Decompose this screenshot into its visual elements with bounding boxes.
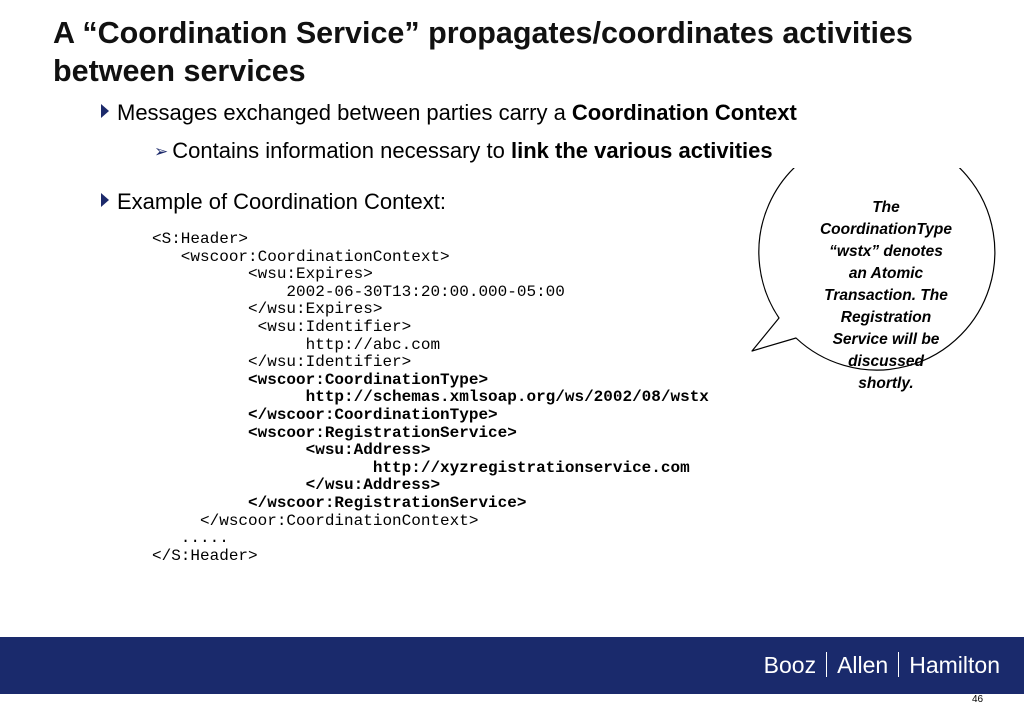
triangle-bullet-icon [101, 104, 109, 118]
code-line: </wsu:Expires> [152, 300, 383, 319]
code-line: http://abc.com [152, 335, 441, 354]
code-line: <wscoor:CoordinationContext> [152, 247, 450, 266]
code-line: </wscoor:CoordinationContext> [152, 511, 479, 530]
triangle-bullet-icon [101, 193, 109, 207]
arrow-bullet-icon: ➢ [154, 142, 169, 161]
logo-separator [826, 652, 827, 677]
page-number: 46 [972, 694, 984, 705]
code-line: <wscoor:CoordinationType> [152, 370, 489, 389]
code-example [152, 231, 709, 565]
logo-word-hamilton: Hamilton [909, 652, 1000, 678]
slide-title: A “Coordination Service” propagates/coordinates activities between services [53, 16, 913, 88]
company-logo [764, 651, 1000, 679]
subbullet-contains [154, 137, 773, 166]
code-line: </wscoor:CoordinationType> [152, 405, 498, 424]
code-line: <wsu:Expires> [152, 265, 373, 284]
code-line: </wsu:Identifier> [152, 353, 412, 372]
code-line: </S:Header> [152, 546, 258, 565]
code-line: </wscoor:RegistrationService> [152, 493, 527, 512]
subbullet-contains-text: Contains information necessary to [172, 138, 511, 163]
code-line: http://xyzregistrationservice.com [152, 458, 690, 477]
callout-text: The CoordinationType “wstx” denotes an Atomic Transaction. The Registration Service will be discussed shortly. [819, 199, 953, 392]
bullet-messages-text: Messages exchanged between parties carry a [117, 100, 572, 125]
code-line: http://schemas.xmlsoap.org/ws/2002/08/wstx [152, 388, 709, 407]
code-line: <wsu:Identifier> [152, 317, 412, 336]
code-line: <S:Header> [152, 230, 249, 248]
code-line: <wsu:Address> [152, 441, 431, 460]
bullet-example-text: Example of Coordination Context: [117, 189, 446, 214]
code-line: </wsu:Address> [152, 476, 441, 495]
bullet-example [101, 188, 446, 216]
bullet-messages [101, 99, 797, 127]
logo-word-booz: Booz [763, 652, 817, 678]
code-line: ..... [152, 529, 229, 548]
footer-bar [0, 637, 1024, 694]
bullet-messages-bold: Coordination Context [571, 100, 797, 125]
subbullet-contains-bold: link the various activities [510, 138, 773, 163]
code-line: <wscoor:RegistrationService> [152, 423, 517, 442]
code-line: 2002-06-30T13:20:00.000-05:00 [152, 282, 565, 301]
logo-word-allen: Allen [837, 652, 889, 678]
callout-bubble [748, 168, 1008, 410]
logo-separator [898, 652, 899, 677]
